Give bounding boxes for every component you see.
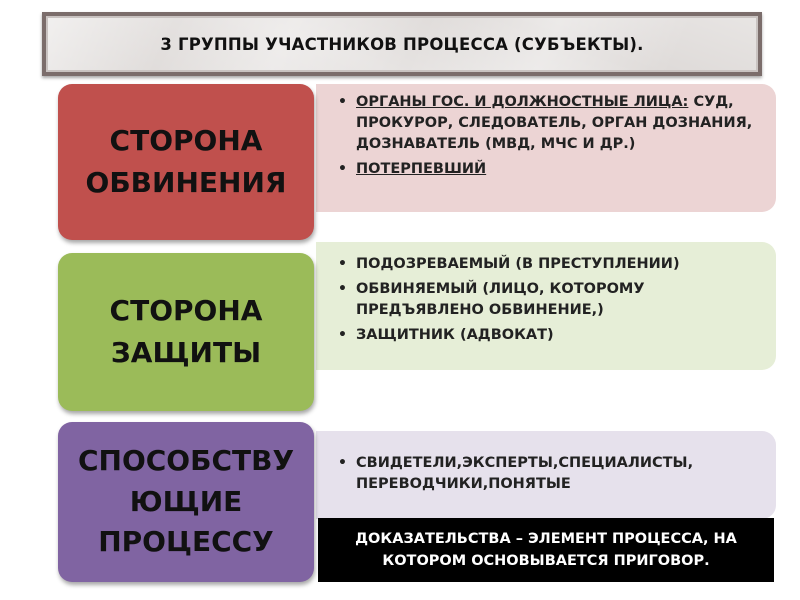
list-item bbox=[338, 159, 756, 180]
list-item bbox=[338, 453, 756, 495]
defense-details bbox=[316, 242, 776, 370]
defense-list bbox=[338, 242, 756, 346]
item-text: СВИДЕТЕЛИ,ЭКСПЕРТЫ,СПЕЦИАЛИСТЫ, ПЕРЕВОДЧИКИ,ПОНЯТЫЕ bbox=[356, 455, 694, 492]
item-lead: ОРГАНЫ ГОС. И ДОЛЖНОСТНЫЕ ЛИЦА: bbox=[356, 94, 689, 110]
item-text: СУД, ПРОКУРОР, СЛЕДОВАТЕЛЬ, ОРГАН ДОЗНАНИЯ, ДОЗНАВАТЕЛЬ (МВД, МЧС И ДР.) bbox=[356, 94, 753, 152]
item-text: ЗАЩИТНИК (АДВОКАТ) bbox=[356, 327, 554, 343]
bullet-icon: • bbox=[338, 281, 347, 297]
prosecution-list bbox=[338, 84, 756, 180]
category-prosecution bbox=[58, 84, 314, 240]
list-item bbox=[338, 325, 756, 346]
title-banner bbox=[42, 12, 762, 76]
list-item bbox=[338, 279, 756, 321]
prosecution-details bbox=[316, 84, 776, 212]
bullet-icon: • bbox=[338, 327, 347, 343]
category-defense bbox=[58, 253, 314, 411]
evidence-note bbox=[318, 518, 774, 582]
item-text: ОБВИНЯЕМЫЙ (ЛИЦО, КОТОРОМУ ПРЕДЪЯВЛЕНО ОБВИНЕНИЕ,) bbox=[356, 281, 645, 318]
item-lead: ПОТЕРПЕВШИЙ bbox=[356, 161, 487, 177]
list-item bbox=[338, 92, 756, 155]
bullet-icon: • bbox=[338, 455, 347, 471]
assisting-details bbox=[316, 431, 776, 519]
list-item bbox=[338, 254, 756, 275]
diagram-title: 3 ГРУППЫ УЧАСТНИКОВ ПРОЦЕССА (СУБЪЕКТЫ). bbox=[160, 34, 644, 54]
note-text: ДОКАЗАТЕЛЬСТВА – ЭЛЕМЕНТ ПРОЦЕССА, НА КОТОРОМ ОСНОВЫВАЕТСЯ ПРИГОВОР. bbox=[355, 531, 737, 569]
category-label: СТОРОНА ОБВИНЕНИЯ bbox=[85, 124, 287, 199]
bullet-icon: • bbox=[338, 94, 347, 110]
bullet-icon: • bbox=[338, 161, 347, 177]
assisting-list bbox=[338, 431, 756, 495]
item-text: ПОДОЗРЕВАЕМЫЙ (В ПРЕСТУПЛЕНИИ) bbox=[356, 256, 680, 272]
category-label: СТОРОНА ЗАЩИТЫ bbox=[109, 294, 263, 369]
category-assisting bbox=[58, 422, 314, 582]
category-label: СПОСОБСТВУ ЮЩИЕ ПРОЦЕССУ bbox=[77, 444, 295, 559]
bullet-icon: • bbox=[338, 256, 347, 272]
